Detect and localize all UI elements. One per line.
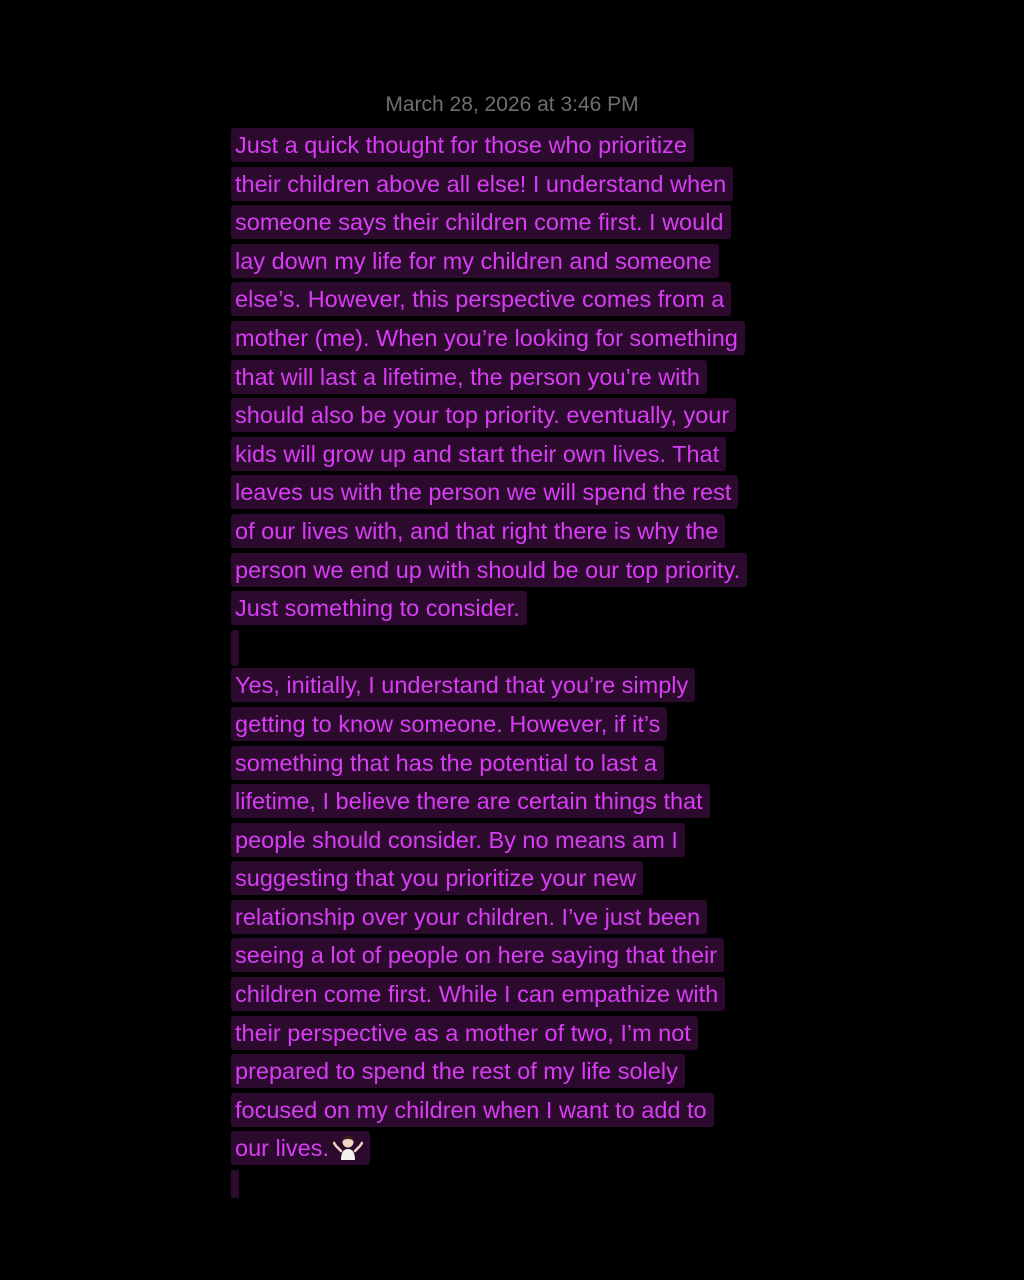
note-line-label: getting to know someone. However, if it’s <box>235 710 661 737</box>
note-blank-line <box>231 628 821 667</box>
note-line-label: mother (me). When you’re looking for something <box>235 324 738 351</box>
note-line-text <box>231 475 738 509</box>
note-line-text <box>231 514 725 548</box>
note-line-text <box>231 205 731 239</box>
note-line-label: focused on my children when I want to add to <box>235 1096 707 1123</box>
note-line <box>231 705 821 744</box>
note-line <box>231 396 821 435</box>
note-line <box>231 280 821 319</box>
note-line-label: that will last a lifetime, the person you’re with <box>235 363 700 390</box>
note-line-text <box>231 746 664 780</box>
note-line <box>231 319 821 358</box>
note-line-label: person we end up with should be our top priority. <box>235 556 741 583</box>
note-line <box>231 512 821 551</box>
note-line <box>231 1052 821 1091</box>
note-line <box>231 1129 821 1168</box>
note-line <box>231 358 821 397</box>
note-line-text <box>231 861 643 895</box>
note-line-label: should also be your top priority. eventually, your <box>235 402 730 429</box>
note-line-label: Just a quick thought for those who prioritize <box>235 132 687 158</box>
note-line <box>231 975 821 1014</box>
note-line-label: our lives. <box>235 1135 330 1162</box>
note-line-text <box>231 282 731 316</box>
note-line-label: lifetime, I believe there are certain things that <box>235 788 703 815</box>
note-line-text <box>231 128 694 162</box>
note-line-label: of our lives with, and that right there is why the <box>235 517 719 544</box>
note-body[interactable] <box>231 126 821 1207</box>
note-line-label: relationship over your children. I’ve just been <box>235 903 701 930</box>
note-line-label: Just something to consider. <box>235 595 520 622</box>
note-line <box>231 782 821 821</box>
note-line-label: lay down my life for my children and someone <box>235 247 712 274</box>
note-timestamp: March 28, 2026 at 3:46 PM <box>385 93 639 116</box>
note-line <box>231 666 821 705</box>
note-line-text <box>231 1131 370 1165</box>
note-line-text <box>231 437 726 471</box>
note-line <box>231 898 821 937</box>
note-line-text <box>231 900 707 934</box>
note-trailing-highlight <box>231 1170 239 1198</box>
note-line <box>231 126 821 165</box>
note-line-text <box>231 938 724 972</box>
note-line-text <box>231 360 707 394</box>
note-line <box>231 242 821 281</box>
note-line-text <box>231 823 685 857</box>
note-line-text <box>231 553 747 587</box>
note-line <box>231 473 821 512</box>
note-line-text <box>231 668 695 702</box>
note-line-text <box>231 321 745 355</box>
note-line-label: leaves us with the person we will spend the rest <box>235 479 732 506</box>
note-line <box>231 165 821 204</box>
note-line-label: their children above all else! I understand when <box>235 170 727 197</box>
note-line <box>231 936 821 975</box>
note-line-label: else’s. However, this perspective comes from a <box>235 286 725 313</box>
note-line-label: prepared to spend the rest of my life solely <box>235 1058 678 1085</box>
note-line-label: seeing a lot of people on here saying that their <box>235 942 718 969</box>
note-trailing-line <box>231 1168 821 1207</box>
note-line-label: Yes, initially, I understand that you’re simply <box>235 672 689 699</box>
note-line-label: people should consider. By no means am I <box>235 826 678 853</box>
note-line <box>231 1091 821 1130</box>
note-line-text <box>231 398 736 432</box>
person-shrugging-icon <box>333 1134 363 1162</box>
note-line-text <box>231 630 239 666</box>
note-line-text <box>231 1054 685 1088</box>
note-line-text <box>231 1093 714 1127</box>
note-line <box>231 589 821 628</box>
note-line <box>231 551 821 590</box>
note-line-text <box>231 784 710 818</box>
note-line <box>231 435 821 474</box>
note-line-label: their perspective as a mother of two, I’m not <box>235 1019 691 1046</box>
note-line-label: children come first. While I can empathize with <box>235 981 719 1008</box>
note-line <box>231 859 821 898</box>
note-line-text <box>231 167 733 201</box>
note-line-text <box>231 591 527 625</box>
note-line-label: suggesting that you prioritize your new <box>235 865 637 892</box>
note-line <box>231 1014 821 1053</box>
note-line-text <box>231 244 719 278</box>
note-line <box>231 821 821 860</box>
note-line-text <box>231 707 667 741</box>
note-line-text <box>231 977 725 1011</box>
note-line-label: something that has the potential to last a <box>235 749 657 776</box>
note-line-label: someone says their children come first. I would <box>235 209 724 236</box>
note-line <box>231 203 821 242</box>
note-line-text <box>231 1016 698 1050</box>
note-line <box>231 744 821 783</box>
note-line-label: kids will grow up and start their own lives. That <box>235 440 720 467</box>
